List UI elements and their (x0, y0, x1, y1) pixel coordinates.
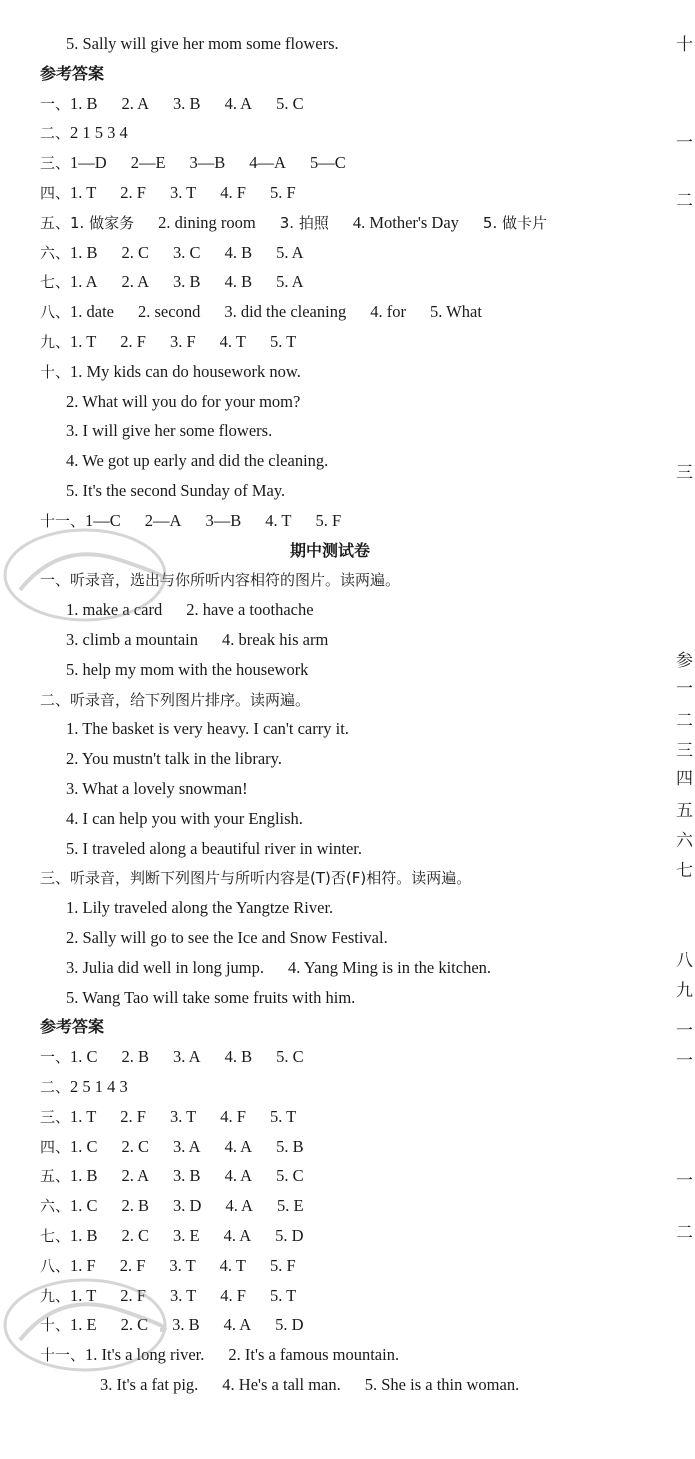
script-item: 3. climb a mountain (66, 630, 198, 649)
answer-item: 1. It's a long river. (85, 1345, 205, 1365)
answer-item: 4. T (219, 1255, 246, 1275)
answer-item: 4. Mother's Day (352, 212, 459, 232)
answer-item: 2. F (120, 1285, 146, 1305)
answer-row (0, 243, 328, 263)
answer-item: 3—B (205, 510, 242, 530)
answer-item: 2. A (121, 272, 150, 292)
answer-item: 2. B (121, 1196, 150, 1216)
answer-item: 3. D (173, 1196, 202, 1216)
row-prefix: 八、 (40, 1256, 71, 1275)
row-prefix: 十、 (40, 362, 71, 381)
row-prefix: 三、 (40, 154, 71, 173)
answer-item: 3. B (172, 1315, 200, 1335)
answer-item: 5. F (269, 183, 296, 202)
answer-item: 3. B (173, 1166, 201, 1186)
answer-item: 3. T (169, 1106, 197, 1126)
script-line: 4. I can help you with your English. (66, 808, 303, 828)
answers-heading: 参考答案 (40, 63, 105, 83)
answer-item: 4. T (219, 332, 246, 351)
answer-item: 1. F (70, 1255, 96, 1275)
answer-item: 1—D (70, 153, 107, 173)
answer-item: 4. A (223, 1226, 252, 1245)
answer-item: 1. C (70, 1136, 98, 1156)
script-item: 1. make a card (66, 600, 163, 620)
answer-item: 5. F (269, 1255, 296, 1275)
answer-row (0, 183, 320, 203)
script-item: 4. break his arm (221, 630, 329, 649)
row-prefix: 九、 (40, 1286, 71, 1305)
answer-row (0, 332, 320, 352)
answer-item: 5. C (276, 1047, 304, 1067)
section-heading: 一、听录音，选出与你所听内容相符的图片。读两遍。 (40, 571, 401, 590)
script-line: 1. The basket is very heavy. I can't carry it. (66, 719, 349, 739)
edge-glyph: 一 (676, 679, 693, 699)
answer-item: 3. T (169, 1285, 197, 1305)
row-prefix: 四、 (40, 184, 71, 202)
row-prefix: 五、 (40, 213, 71, 232)
answer-item: 4. A (224, 1136, 253, 1156)
answer-item: 2. F (119, 1255, 146, 1275)
answer-item: 2. B (121, 1047, 150, 1067)
answer-item: 5. D (275, 1315, 304, 1335)
edge-glyph: 十 (676, 35, 693, 55)
answer-item: 1. B (70, 1166, 98, 1186)
answer-line: 4. We got up early and did the cleaning. (66, 451, 329, 471)
row-prefix: 二、 (40, 1078, 71, 1096)
row-prefix: 九、 (40, 333, 71, 351)
answer-item: 5. B (276, 1136, 304, 1156)
script-item: 2. have a toothache (186, 600, 314, 620)
answer-item: 5. T (269, 1285, 297, 1305)
answer-row (0, 272, 328, 292)
edge-glyph: 二 (676, 711, 693, 731)
answer-row (0, 123, 152, 143)
watermark-seal-top (0, 520, 170, 630)
answer-item: 5. She is a thin woman. (364, 1375, 520, 1394)
answer-line: 3. I will give her some flowers. (66, 421, 273, 441)
answer-row (0, 213, 571, 233)
script-line (0, 630, 352, 650)
answer-item: 5. F (315, 510, 342, 530)
answer-item: 3. It's a fat pig. (100, 1375, 199, 1394)
answer-item: 3. E (173, 1226, 200, 1245)
script-item: 3. Julia did well in long jump. (66, 957, 264, 977)
section-heading: 二、听录音，给下列图片排序。读两遍。 (40, 690, 311, 709)
answers-heading: 参考答案 (40, 1017, 105, 1037)
answer-item: 5. 做卡片 (482, 213, 548, 232)
answer-item: 4. A (224, 93, 253, 113)
row-prefix: 七、 (40, 1227, 71, 1245)
answer-item: 3. B (173, 272, 201, 292)
answer-row (0, 1107, 320, 1127)
script-line (0, 660, 332, 680)
script-item: 1. Lily traveled along the Yangtze River. (66, 898, 334, 918)
script-line (0, 898, 357, 918)
edge-glyph: 二 (676, 191, 693, 211)
answer-item: 1. B (70, 93, 98, 113)
answer-item: 1. date (70, 302, 114, 322)
answer-item: 3. 拍照 (279, 213, 329, 232)
edge-glyph: 参 (676, 651, 693, 671)
answer-item: 2. A (121, 93, 150, 113)
edge-glyph: 三 (676, 741, 693, 761)
row-prefix: 八、 (40, 303, 71, 322)
answer-item: 3. A (173, 1136, 201, 1156)
answer-item: 2. F (120, 332, 146, 351)
script-item: 5. help my mom with the housework (66, 659, 309, 679)
script-item: 5. Wang Tao will take some fruits with him. (66, 987, 356, 1007)
row-prefix: 六、 (40, 243, 71, 262)
answer-row (0, 1047, 328, 1067)
answer-item: 5. What (429, 302, 482, 322)
row-prefix: 十、 (40, 1316, 71, 1335)
answer-item: 2. C (121, 1136, 150, 1156)
edge-glyph: 二 (676, 1223, 693, 1243)
edge-glyph: 一 (676, 133, 693, 153)
answer-item: 4. A (225, 1196, 253, 1216)
answer-item: 5. D (275, 1226, 304, 1245)
answer-item: 1. T (70, 183, 97, 202)
answer-item: 2. C (120, 1315, 149, 1335)
answer-row (0, 1137, 328, 1157)
answer-item: 5. C (276, 1166, 304, 1186)
answer-item: 2. F (120, 1106, 146, 1126)
answer-item: 4. B (224, 242, 253, 262)
answer-item: 5. C (276, 93, 304, 113)
answer-item: 4—A (249, 153, 286, 173)
row-prefix: 七、 (40, 273, 71, 292)
answer-item: 2. It's a famous mountain. (228, 1345, 400, 1365)
answer-item: 1. A (70, 272, 98, 292)
row-prefix: 十一、 (40, 1346, 86, 1365)
script-line: 2. You mustn't talk in the library. (66, 749, 282, 769)
answer-row (0, 1077, 152, 1097)
answer-item: 5—C (309, 153, 346, 173)
answer-item: 2. F (120, 183, 146, 202)
answer-item: 5. T (269, 332, 297, 351)
answer-item: 2—A (144, 510, 182, 530)
answer-item: 1. C (70, 1047, 98, 1067)
answer-item: 3. F (169, 332, 196, 351)
answer-item: 1. T (70, 1285, 97, 1305)
row-prefix: 四、 (40, 1137, 71, 1156)
answer-item: 1. E (70, 1315, 97, 1335)
answer-item: 4. F (220, 183, 246, 202)
edge-glyph: 五 (676, 801, 693, 821)
script-item: 4. Yang Ming is in the kitchen. (288, 957, 492, 977)
answer-row (0, 302, 506, 322)
row-prefix: 三、 (40, 1107, 71, 1126)
answer-item: 2 1 5 3 4 (70, 123, 128, 143)
row-prefix: 十一、 (40, 511, 86, 530)
answer-item: 3. A (173, 1047, 201, 1067)
answer-item: 1. B (70, 1226, 98, 1245)
answer-item: 1. C (70, 1196, 98, 1216)
answer-item: 5. T (269, 1106, 297, 1126)
answer-item: 2 5 1 4 3 (70, 1077, 128, 1096)
script-line: 5. I traveled along a beautiful river in winter. (66, 838, 362, 858)
answer-item: 5. E (276, 1196, 304, 1216)
script-line (0, 988, 379, 1008)
edge-glyph: 八 (676, 951, 693, 971)
answer-item: 3. T (169, 183, 197, 202)
edge-glyph: 九 (676, 981, 693, 1001)
row-prefix: 一、 (40, 94, 71, 113)
row-prefix: 五、 (40, 1167, 71, 1186)
answer-item: 4. T (265, 510, 292, 530)
edge-glyph: 三 (676, 463, 693, 483)
answer-row (0, 1226, 328, 1246)
answer-item: 5. A (276, 272, 304, 292)
edge-glyph: 一 (676, 1021, 693, 1041)
answer-item: 4. B (224, 1047, 253, 1067)
answer-item: 1. T (70, 1106, 97, 1126)
answer-item: 2. dining room (158, 212, 256, 232)
answer-item: 2. C (121, 1226, 150, 1245)
top-line: 5. Sally will give her mom some flowers. (66, 34, 339, 53)
answer-item: 1. T (70, 332, 97, 351)
answer-item: 3. B (173, 93, 201, 113)
answer-item: 2—E (130, 153, 166, 173)
answer-item: 4. A (223, 1315, 252, 1335)
answer-item: 3. T (169, 1255, 196, 1275)
section-title: 期中测试卷 (289, 540, 370, 560)
answer-row (0, 1166, 328, 1186)
answer-row (0, 94, 328, 114)
answer-item: 1. My kids can do housework now. (70, 361, 301, 381)
answer-item: 1. 做家务 (70, 213, 135, 232)
answer-item: 2. second (138, 302, 201, 322)
script-line (0, 958, 515, 978)
answer-item: 5. A (276, 242, 304, 262)
watermark-seal-bottom (0, 1270, 170, 1380)
edge-glyph: 一 (676, 1171, 693, 1191)
section-heading: 三、听录音，判断下列图片与所听内容是(T)否(F)相符。读两遍。 (40, 869, 472, 888)
answer-item: 3—B (189, 153, 226, 173)
answer-row (0, 153, 370, 173)
answer-line: 5. It's the second Sunday of May. (66, 481, 286, 500)
edge-glyph: 六 (676, 831, 693, 851)
answer-item: 2. C (121, 242, 150, 262)
answer-line: 2. What will you do for your mom? (66, 391, 301, 411)
script-item: 2. Sally will go to see the Ice and Snow Festival. (66, 928, 388, 947)
edge-glyph: 一 (676, 1051, 693, 1071)
answer-item: 4. for (370, 302, 406, 322)
answer-item: 1—C (85, 510, 121, 530)
answer-item: 1. B (70, 242, 98, 262)
answer-item: 4. A (224, 1166, 253, 1186)
edge-glyph: 四 (676, 769, 693, 789)
answer-item: 4. B (224, 272, 253, 292)
answer-item: 4. F (220, 1285, 246, 1305)
row-prefix: 一、 (40, 1048, 71, 1067)
answer-row (0, 1196, 328, 1216)
script-line: 3. What a lovely snowman! (66, 779, 248, 798)
answer-item: 3. did the cleaning (224, 302, 347, 322)
script-line (0, 928, 412, 948)
answer-item: 4. F (220, 1106, 246, 1126)
answer-item: 2. A (121, 1166, 150, 1186)
answer-row (0, 362, 325, 382)
row-prefix: 二、 (40, 124, 71, 143)
edge-glyph: 七 (676, 861, 693, 881)
row-prefix: 六、 (40, 1197, 71, 1216)
answer-item: 4. He's a tall man. (222, 1375, 341, 1394)
answer-item: 3. C (173, 242, 201, 262)
